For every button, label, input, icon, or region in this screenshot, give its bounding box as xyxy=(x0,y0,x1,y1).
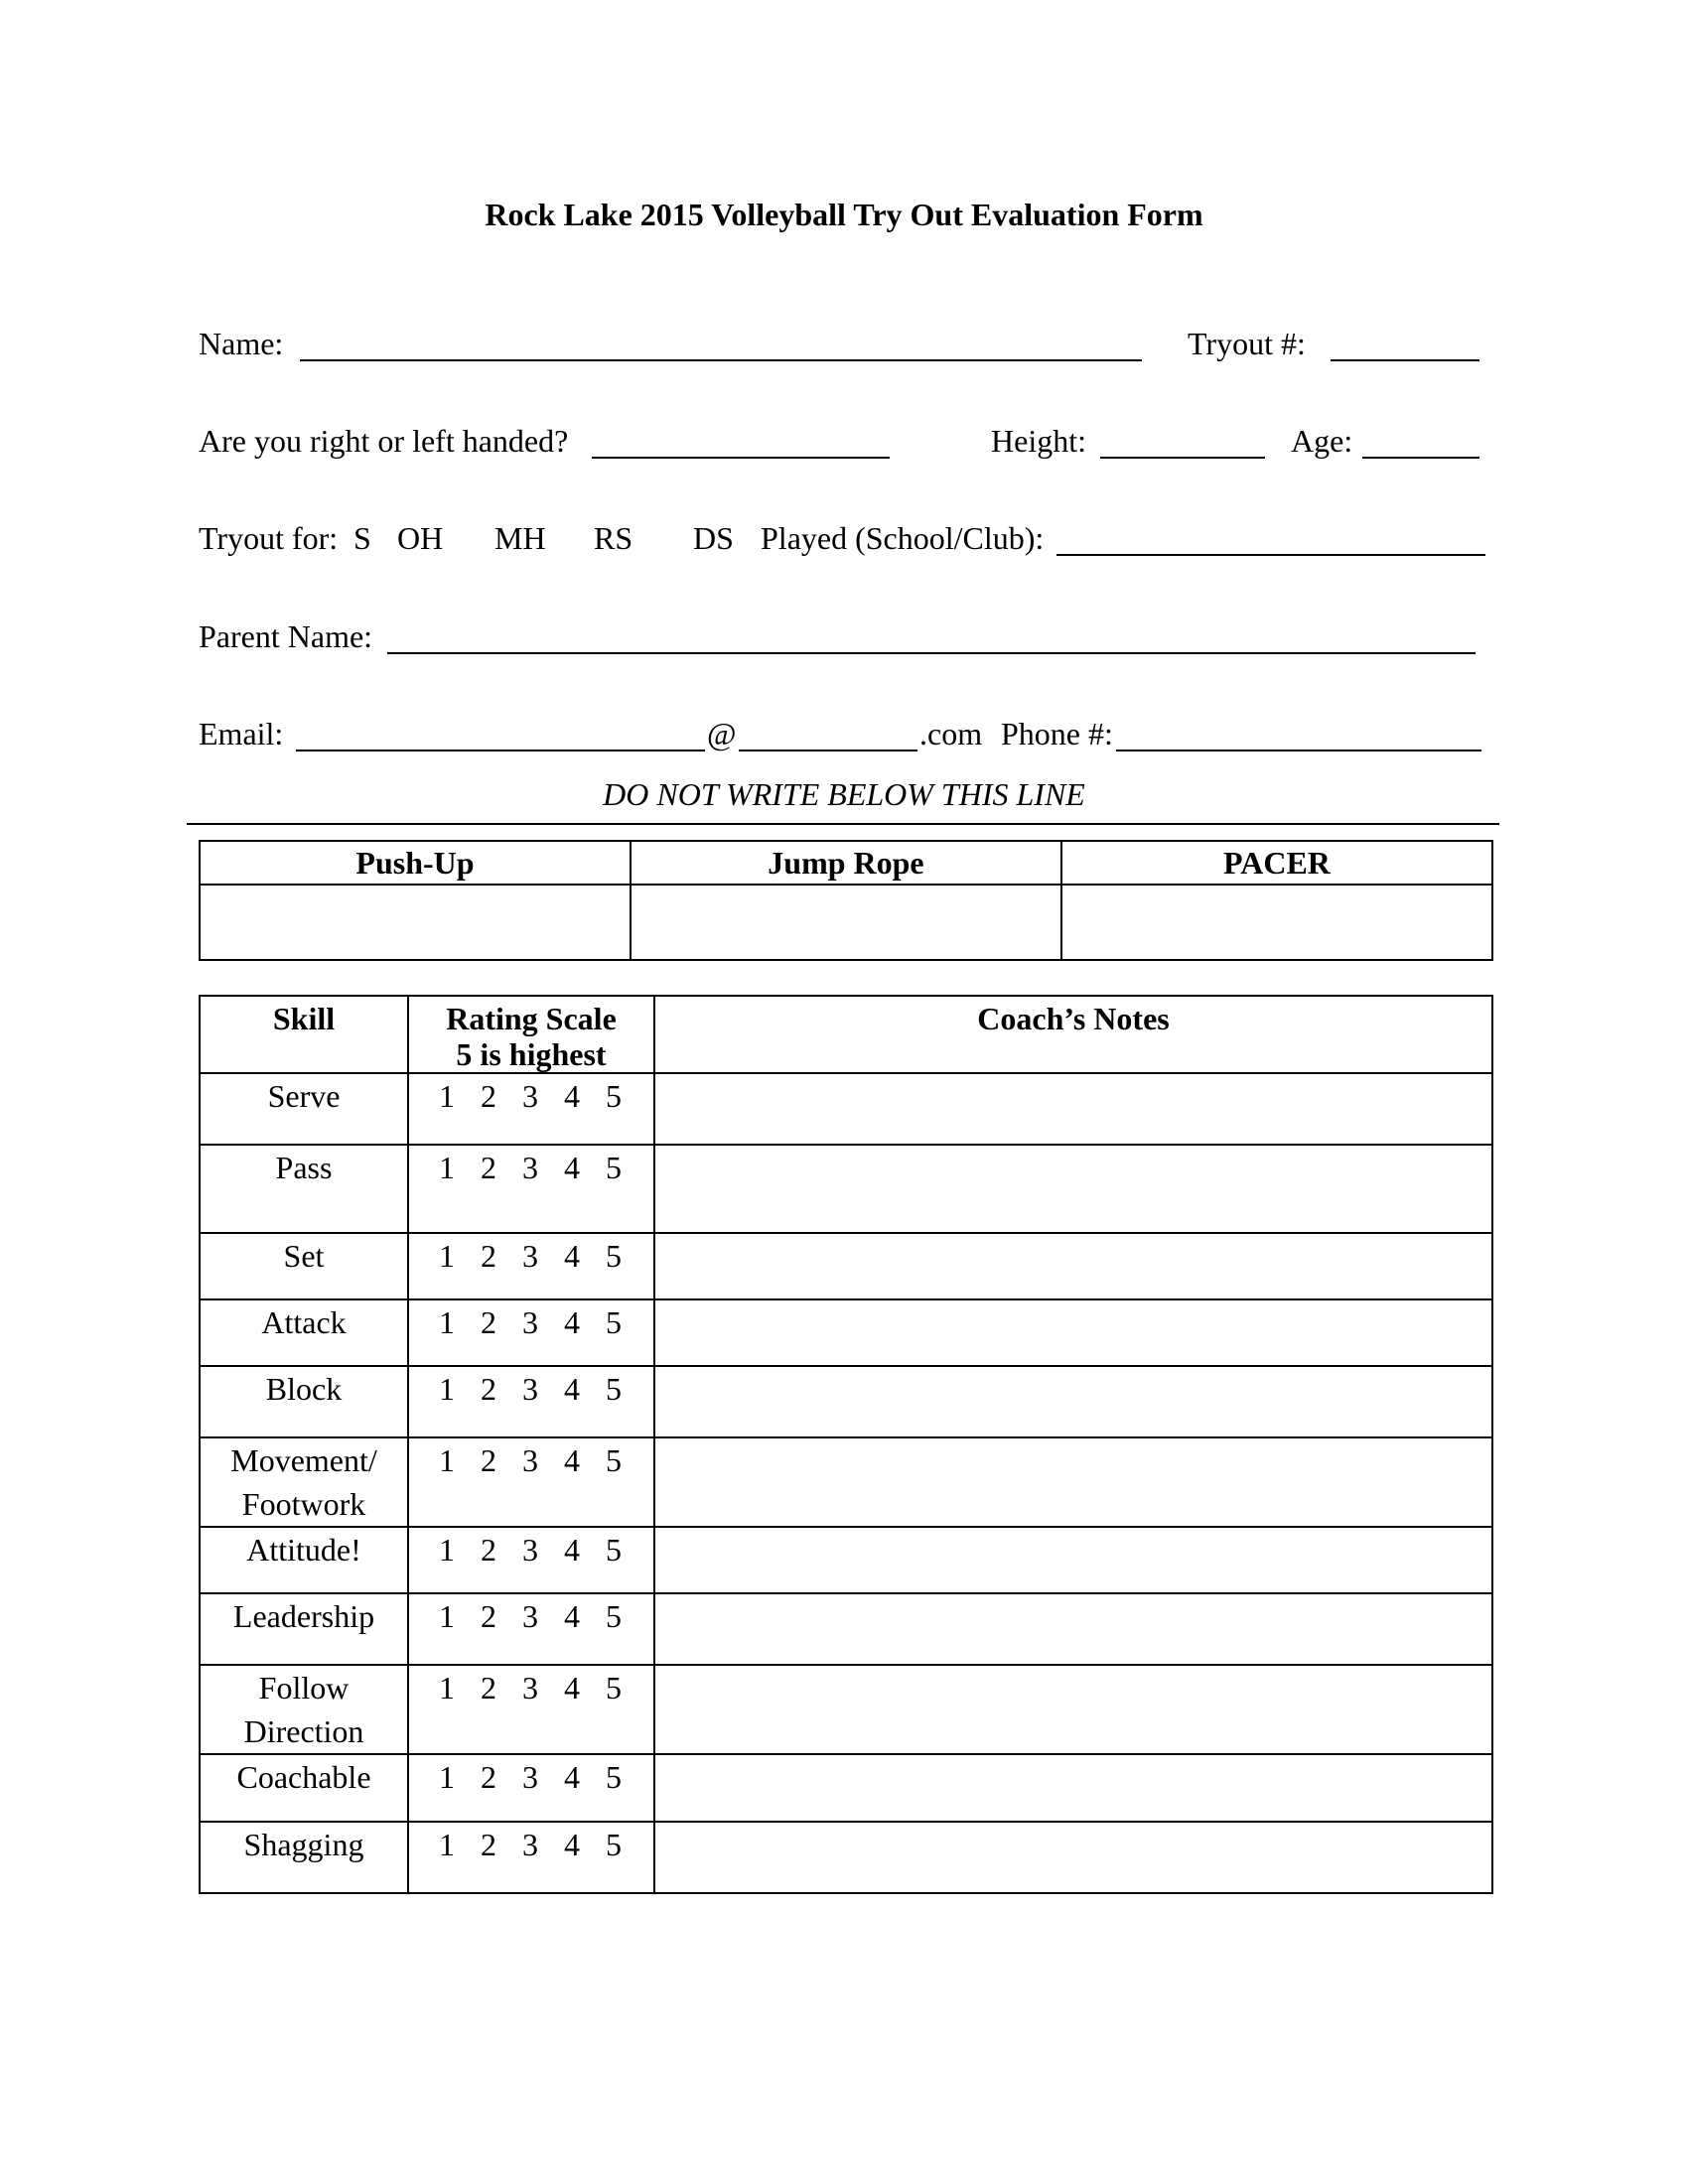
rating-1[interactable]: 1 xyxy=(439,1078,455,1114)
jumprope-score-cell[interactable] xyxy=(631,885,1061,960)
skill-name: Pass xyxy=(200,1145,408,1233)
rating-3[interactable]: 3 xyxy=(522,1371,538,1407)
rating-scale xyxy=(408,1822,654,1893)
position-mh[interactable]: MH xyxy=(494,520,546,556)
rating-2[interactable]: 2 xyxy=(481,1238,496,1274)
skill-name xyxy=(200,1665,408,1754)
coach-notes-cell[interactable] xyxy=(654,1233,1492,1299)
rating-3[interactable]: 3 xyxy=(522,1078,538,1114)
skills-table xyxy=(199,995,1493,1894)
skill-name: Leadership xyxy=(200,1593,408,1665)
rating-3[interactable]: 3 xyxy=(522,1670,538,1706)
rating-scale xyxy=(408,1299,654,1366)
rating-4[interactable]: 4 xyxy=(564,1150,580,1185)
coach-notes-cell[interactable] xyxy=(654,1754,1492,1822)
coach-notes-cell[interactable] xyxy=(654,1593,1492,1665)
rating-3[interactable]: 3 xyxy=(522,1759,538,1795)
rating-4[interactable]: 4 xyxy=(564,1827,580,1862)
email-dotcom: .com xyxy=(919,716,983,751)
tryout-for-label: Tryout for: xyxy=(199,520,339,556)
do-not-write-notice: DO NOT WRITE BELOW THIS LINE xyxy=(603,776,1085,812)
skill-name: Serve xyxy=(200,1073,408,1145)
skill-name-line2: Direction xyxy=(243,1713,364,1749)
coach-notes-cell[interactable] xyxy=(654,1366,1492,1437)
rating-2[interactable]: 2 xyxy=(481,1827,496,1862)
email-user-field[interactable] xyxy=(296,720,705,751)
rating-scale xyxy=(408,1073,654,1145)
rating-header-line2: 5 is highest xyxy=(456,1036,607,1072)
rating-3[interactable]: 3 xyxy=(522,1598,538,1634)
rating-5[interactable]: 5 xyxy=(606,1371,622,1407)
age-label: Age: xyxy=(1291,423,1353,459)
rating-3[interactable]: 3 xyxy=(522,1304,538,1340)
rating-1[interactable]: 1 xyxy=(439,1238,455,1274)
rating-3[interactable]: 3 xyxy=(522,1238,538,1274)
rating-2[interactable]: 2 xyxy=(481,1759,496,1795)
skill-name: Attack xyxy=(200,1299,408,1366)
rating-4[interactable]: 4 xyxy=(564,1598,580,1634)
rating-3[interactable]: 3 xyxy=(522,1150,538,1185)
skill-name: Shagging xyxy=(200,1822,408,1893)
position-s[interactable]: S xyxy=(353,520,371,556)
form-title: Rock Lake 2015 Volleyball Try Out Evaluation Form xyxy=(485,197,1203,232)
rating-2[interactable]: 2 xyxy=(481,1670,496,1706)
tryout-number-field[interactable] xyxy=(1331,330,1479,361)
handed-label: Are you right or left handed? xyxy=(199,423,569,459)
rating-5[interactable]: 5 xyxy=(606,1670,622,1706)
rating-1[interactable]: 1 xyxy=(439,1827,455,1862)
rating-4[interactable]: 4 xyxy=(564,1371,580,1407)
coach-notes-cell[interactable] xyxy=(654,1665,1492,1754)
rating-scale xyxy=(408,1437,654,1527)
age-field[interactable] xyxy=(1362,427,1479,459)
rating-1[interactable]: 1 xyxy=(439,1150,455,1185)
height-label: Height: xyxy=(991,423,1086,459)
rating-5[interactable]: 5 xyxy=(606,1532,622,1568)
skill-name-line1: Follow xyxy=(258,1670,350,1706)
rating-5[interactable]: 5 xyxy=(606,1078,622,1114)
rating-header xyxy=(408,996,654,1073)
rating-4[interactable]: 4 xyxy=(564,1078,580,1114)
rating-4[interactable]: 4 xyxy=(564,1238,580,1274)
rating-2[interactable]: 2 xyxy=(481,1371,496,1407)
skill-name xyxy=(200,1437,408,1527)
email-at: @ xyxy=(707,716,737,751)
position-ds[interactable]: DS xyxy=(693,520,734,556)
rating-3[interactable]: 3 xyxy=(522,1532,538,1568)
position-rs[interactable]: RS xyxy=(594,520,633,556)
skill-name-line2: Footwork xyxy=(241,1486,366,1522)
rating-2[interactable]: 2 xyxy=(481,1598,496,1634)
fitness-header-pacer: PACER xyxy=(1061,841,1492,885)
rating-5[interactable]: 5 xyxy=(606,1304,622,1340)
played-field[interactable] xyxy=(1056,524,1485,556)
rating-5[interactable]: 5 xyxy=(606,1442,622,1478)
rating-1[interactable]: 1 xyxy=(439,1598,455,1634)
coach-notes-cell[interactable] xyxy=(654,1822,1492,1893)
rating-1[interactable]: 1 xyxy=(439,1759,455,1795)
phone-field[interactable] xyxy=(1116,720,1481,751)
handed-field[interactable] xyxy=(592,427,890,459)
coach-notes-cell[interactable] xyxy=(654,1437,1492,1527)
rating-scale xyxy=(408,1527,654,1593)
rating-4[interactable]: 4 xyxy=(564,1532,580,1568)
rating-2[interactable]: 2 xyxy=(481,1442,496,1478)
rating-1[interactable]: 1 xyxy=(439,1371,455,1407)
skill-name: Block xyxy=(200,1366,408,1437)
skill-header: Skill xyxy=(200,996,408,1073)
rating-1[interactable]: 1 xyxy=(439,1442,455,1478)
rating-1[interactable]: 1 xyxy=(439,1670,455,1706)
email-label: Email: xyxy=(199,716,284,751)
rating-2[interactable]: 2 xyxy=(481,1078,496,1114)
rating-5[interactable]: 5 xyxy=(606,1238,622,1274)
rating-4[interactable]: 4 xyxy=(564,1670,580,1706)
rating-header-line1: Rating Scale xyxy=(446,1001,617,1036)
rating-4[interactable]: 4 xyxy=(564,1442,580,1478)
rating-scale xyxy=(408,1233,654,1299)
skill-name-line1: Movement/ xyxy=(230,1442,377,1478)
phone-label: Phone #: xyxy=(1001,716,1113,751)
pacer-score-cell[interactable] xyxy=(1061,885,1492,960)
fitness-header-jumprope: Jump Rope xyxy=(631,841,1061,885)
played-label: Played (School/Club): xyxy=(761,520,1045,556)
position-oh[interactable]: OH xyxy=(397,520,444,556)
rating-5[interactable]: 5 xyxy=(606,1759,622,1795)
rating-2[interactable]: 2 xyxy=(481,1304,496,1340)
rating-3[interactable]: 3 xyxy=(522,1827,538,1862)
coach-notes-cell[interactable] xyxy=(654,1073,1492,1145)
parent-name-label: Parent Name: xyxy=(199,618,373,654)
rating-scale xyxy=(408,1366,654,1437)
rating-1[interactable]: 1 xyxy=(439,1532,455,1568)
height-field[interactable] xyxy=(1100,427,1265,459)
fitness-header-pushup: Push-Up xyxy=(200,841,631,885)
pushup-score-cell[interactable] xyxy=(200,885,631,960)
rating-scale xyxy=(408,1593,654,1665)
rating-4[interactable]: 4 xyxy=(564,1304,580,1340)
parent-name-field[interactable] xyxy=(387,622,1476,654)
rating-3[interactable]: 3 xyxy=(522,1442,538,1478)
name-field[interactable] xyxy=(300,330,1142,361)
rating-scale xyxy=(408,1145,654,1233)
rating-5[interactable]: 5 xyxy=(606,1150,622,1185)
name-label: Name: xyxy=(199,326,284,361)
email-domain-field[interactable] xyxy=(739,720,917,751)
rating-2[interactable]: 2 xyxy=(481,1150,496,1185)
rating-5[interactable]: 5 xyxy=(606,1598,622,1634)
tryout-number-label: Tryout #: xyxy=(1188,326,1306,361)
rating-5[interactable]: 5 xyxy=(606,1827,622,1862)
fitness-table xyxy=(199,840,1493,961)
coach-notes-header: Coach’s Notes xyxy=(654,996,1492,1073)
coach-notes-cell[interactable] xyxy=(654,1527,1492,1593)
skill-name: Attitude! xyxy=(200,1527,408,1593)
rating-4[interactable]: 4 xyxy=(564,1759,580,1795)
rating-scale xyxy=(408,1665,654,1754)
divider-line xyxy=(187,823,1499,825)
coach-notes-cell[interactable] xyxy=(654,1145,1492,1233)
rating-1[interactable]: 1 xyxy=(439,1304,455,1340)
rating-2[interactable]: 2 xyxy=(481,1532,496,1568)
rating-scale xyxy=(408,1754,654,1822)
skill-name: Set xyxy=(200,1233,408,1299)
skill-name: Coachable xyxy=(200,1754,408,1822)
coach-notes-cell[interactable] xyxy=(654,1299,1492,1366)
